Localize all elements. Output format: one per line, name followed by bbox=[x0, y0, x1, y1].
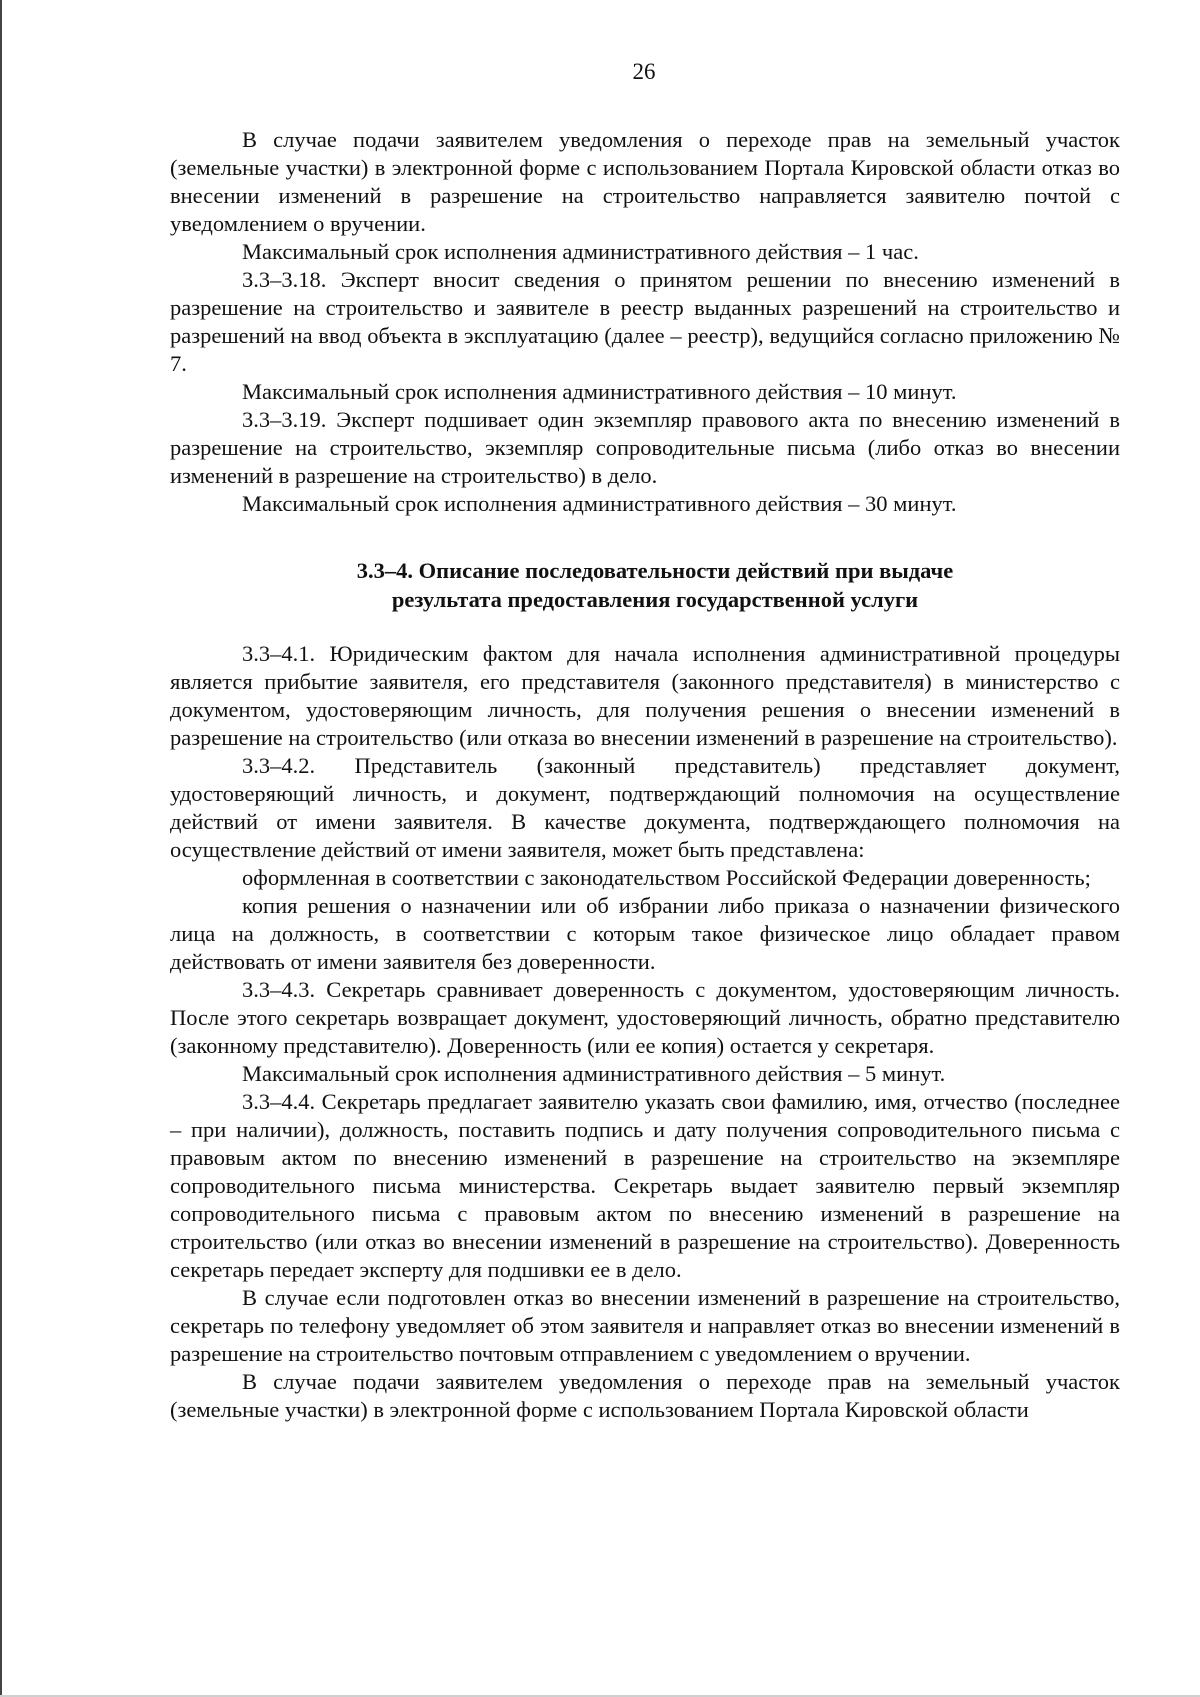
section-heading-line-1: 3.3–4. Описание последовательности действий при выдаче bbox=[356, 558, 954, 583]
paragraph: Максимальный срок исполнения административного действия – 10 минут. bbox=[242, 379, 957, 404]
paragraph: В случае подачи заявителем уведомления о переходе прав на земельный участок (земельные участки) в электронной форме с использованием Портала Кировской области отказ во внесении изменений в разрешение на строительство направляется заявителю почтой с уведомлением о вручении. bbox=[170, 127, 1120, 236]
paragraph: Максимальный срок исполнения административного действия – 1 час. bbox=[242, 239, 919, 264]
paragraph: В случае подачи заявителем уведомления о переходе прав на земельный участок (земельные участки) в электронной форме с использованием Портала Кировской области bbox=[170, 1369, 1120, 1422]
paragraph: оформленная в соответствии с законодательством Российской Федерации доверенность; bbox=[242, 865, 1091, 890]
page-number: 26 bbox=[632, 59, 656, 84]
section-heading-line-2: результата предоставления государственной услуги bbox=[391, 587, 919, 612]
paragraph: 3.3–3.18. Эксперт вносит сведения о принятом решении по внесению изменений в разрешение на строительство и заявителе в реестр выданных разрешений на строительство и разрешений на ввод объекта в эксплуатацию (далее – реестр), ведущийся согласно приложению № 7. bbox=[170, 267, 1120, 376]
section-heading bbox=[170, 556, 1120, 614]
paragraph: копия решения о назначении или об избрании либо приказа о назначении физического лица на должность, в соответствии с которым такое физическое лицо обладает правом действовать от имени заявителя без доверенности. bbox=[170, 893, 1120, 974]
paragraph: 3.3–4.4. Секретарь предлагает заявителю указать свои фамилию, имя, отчество (последнее – при наличии), должность, поставить подпись и дату получения сопроводительного письма с правовым актом по внесению изменений в разрешение на строительство на экземпляре сопроводительного письма министерства. Секретарь выдает заявителю первый экземпляр сопроводительного письма с правовым актом по внесению изменений в разрешение на строительство (или отказ во внесении изменений в разрешение на строительство). Доверенность секретарь передает эксперту для подшивки ее в дело. bbox=[170, 1089, 1120, 1282]
paragraph: Максимальный срок исполнения административного действия – 5 минут. bbox=[242, 1061, 946, 1086]
paragraph: Максимальный срок исполнения административного действия – 30 минут. bbox=[242, 491, 957, 516]
paragraph: 3.3–4.3. Секретарь сравнивает доверенность с документом, удостоверяющим личность. После этого секретарь возвращает документ, удостоверяющий личность, обратно представителю (законному представителю). Доверенность (или ее копия) остается у секретаря. bbox=[170, 977, 1120, 1058]
document-body bbox=[170, 126, 1120, 1424]
paragraph: 3.3–4.2. Представитель (законный представитель) представляет документ, удостоверяющий личность, и документ, подтверждающий полномочия на осуществление действий от имени заявителя. В качестве документа, подтверждающего полномочия на осуществление действий от имени заявителя, может быть представлена: bbox=[170, 753, 1120, 862]
paragraph: В случае если подготовлен отказ во внесении изменений в разрешение на строительство, секретарь по телефону уведомляет об этом заявителя и направляет отказ во внесении изменений в разрешение на строительство почтовым отправлением с уведомлением о вручении. bbox=[170, 1285, 1120, 1366]
paragraph: 3.3–3.19. Эксперт подшивает один экземпляр правового акта по внесению изменений в разрешение на строительство, экземпляр сопроводительные письма (либо отказ во внесении изменений в разрешение на строительство) в дело. bbox=[170, 407, 1120, 488]
scan-left-edge bbox=[0, 0, 2, 1697]
paragraph: 3.3–4.1. Юридическим фактом для начала исполнения административной процедуры является прибытие заявителя, его представителя (законного представителя) в министерство с документом, удостоверяющим личность, для получения решения о внесении изменений в разрешение на строительство (или отказа во внесении изменений в разрешение на строительство). bbox=[170, 641, 1120, 750]
